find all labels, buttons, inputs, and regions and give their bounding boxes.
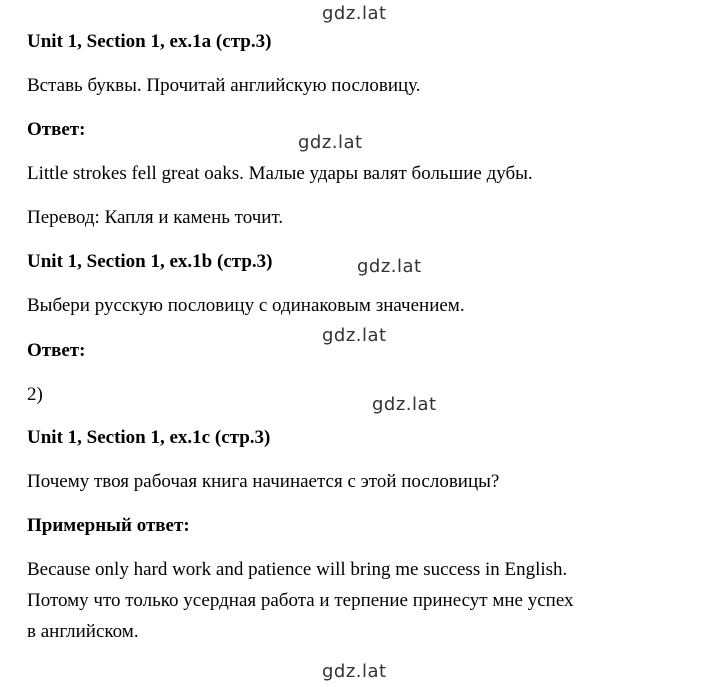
section-heading: Unit 1, Section 1, ex.1c (стр.3)	[27, 427, 271, 448]
watermark: gdz.lat	[357, 256, 422, 277]
answer-line: 2)	[27, 384, 43, 405]
task-text: Выбери русскую пословицу с одинаковым значением.	[27, 295, 465, 316]
answer-label: Примерный ответ:	[27, 515, 190, 536]
watermark: gdz.lat	[322, 661, 387, 682]
answer-label: Ответ:	[27, 340, 86, 361]
watermark: gdz.lat	[322, 3, 387, 24]
answer-line: в английском.	[27, 621, 139, 642]
task-text: Вставь буквы. Прочитай английскую пословицу.	[27, 75, 421, 96]
answer-line: Because only hard work and patience will bring me success in English.	[27, 559, 568, 580]
answer-line: Потому что только усердная работа и терпение принесут мне успех	[27, 590, 574, 611]
section-heading: Unit 1, Section 1, ex.1a (стр.3)	[27, 31, 272, 52]
section-heading: Unit 1, Section 1, ex.1b (стр.3)	[27, 251, 273, 272]
watermark: gdz.lat	[322, 325, 387, 346]
answer-label: Ответ:	[27, 119, 86, 140]
answer-line: Перевод: Капля и камень точит.	[27, 207, 284, 228]
answer-line: Little strokes fell great oaks. Малые удары валят большие дубы.	[27, 163, 533, 184]
watermark: gdz.lat	[372, 394, 437, 415]
task-text: Почему твоя рабочая книга начинается с этой пословицы?	[27, 471, 500, 492]
watermark: gdz.lat	[298, 132, 363, 153]
